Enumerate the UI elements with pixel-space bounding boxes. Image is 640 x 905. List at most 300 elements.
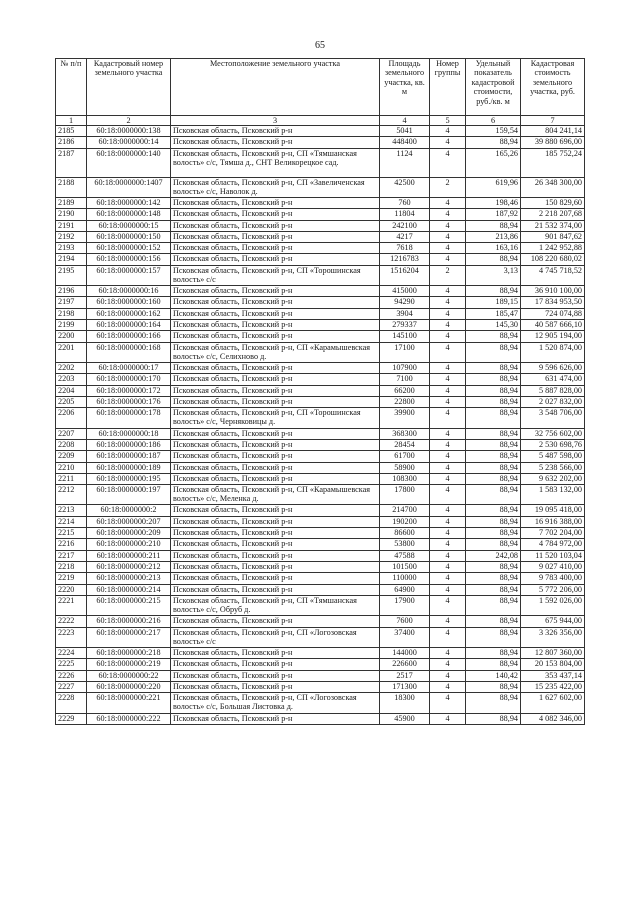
specific-value-rate: 88,94 (466, 220, 521, 231)
table-row (56, 516, 585, 527)
cadastral-value: 4 745 718,52 (521, 265, 585, 285)
land-location: Псковская область, Псковский р-н (171, 713, 380, 724)
table-row (56, 137, 585, 148)
land-area: 110000 (380, 573, 430, 584)
land-area: 64900 (380, 584, 430, 595)
group-number: 4 (430, 320, 466, 331)
cadastral-number: 60:18:0000000:170 (87, 374, 171, 385)
row-number: 2203 (56, 374, 87, 385)
group-number: 4 (430, 505, 466, 516)
land-area: 190200 (380, 516, 430, 527)
land-area: 58900 (380, 462, 430, 473)
land-area: 22800 (380, 396, 430, 407)
group-number: 4 (430, 616, 466, 627)
cadastral-value: 108 220 680,02 (521, 254, 585, 265)
land-area: 4217 (380, 231, 430, 242)
cadastral-number: 60:18:0000000:138 (87, 126, 171, 137)
table-row (56, 428, 585, 439)
specific-value-rate: 163,16 (466, 243, 521, 254)
land-area: 448400 (380, 137, 430, 148)
table-row (56, 584, 585, 595)
cadastral-value-table (55, 58, 585, 725)
row-number: 2210 (56, 462, 87, 473)
cadastral-value: 185 752,24 (521, 148, 585, 177)
land-location: Псковская область, Псковский р-н (171, 243, 380, 254)
cadastral-value: 15 235 422,00 (521, 681, 585, 692)
specific-value-rate: 88,94 (466, 659, 521, 670)
table-row (56, 297, 585, 308)
cadastral-value: 21 532 374,00 (521, 220, 585, 231)
row-number: 2197 (56, 297, 87, 308)
land-area: 45900 (380, 713, 430, 724)
table-row (56, 693, 585, 713)
row-number: 2221 (56, 595, 87, 615)
table-row (56, 550, 585, 561)
row-number: 2193 (56, 243, 87, 254)
column-index: 3 (171, 116, 380, 126)
land-area: 7100 (380, 374, 430, 385)
row-number: 2223 (56, 627, 87, 647)
specific-value-rate: 165,26 (466, 148, 521, 177)
specific-value-rate: 88,94 (466, 595, 521, 615)
column-index: 2 (87, 116, 171, 126)
column-index: 1 (56, 116, 87, 126)
specific-value-rate: 88,94 (466, 485, 521, 505)
land-location: Псковская область, Псковский р-н, СП «Логозовская волость» с/с (171, 627, 380, 647)
cadastral-number: 60:18:0000000:216 (87, 616, 171, 627)
specific-value-rate: 185,47 (466, 308, 521, 319)
specific-value-rate: 88,94 (466, 713, 521, 724)
group-number: 4 (430, 439, 466, 450)
column-header: Площадь земельного участка, кв. м (380, 59, 430, 116)
cadastral-value: 9 783 400,00 (521, 573, 585, 584)
cadastral-number: 60:18:0000000:212 (87, 561, 171, 572)
group-number: 4 (430, 396, 466, 407)
row-number: 2185 (56, 126, 87, 137)
group-number: 4 (430, 428, 466, 439)
cadastral-number: 60:18:0000000:209 (87, 528, 171, 539)
land-area: 279337 (380, 320, 430, 331)
land-location: Псковская область, Псковский р-н (171, 126, 380, 137)
row-number: 2228 (56, 693, 87, 713)
group-number: 4 (430, 693, 466, 713)
land-area: 53800 (380, 539, 430, 550)
cadastral-number: 60:18:0000000:168 (87, 342, 171, 362)
group-number: 4 (430, 126, 466, 137)
cadastral-number: 60:18:0000000:16 (87, 286, 171, 297)
table-row (56, 231, 585, 242)
row-number: 2214 (56, 516, 87, 527)
cadastral-number: 60:18:0000000:215 (87, 595, 171, 615)
land-area: 42500 (380, 177, 430, 197)
specific-value-rate: 619,96 (466, 177, 521, 197)
land-area: 368300 (380, 428, 430, 439)
group-number: 4 (430, 713, 466, 724)
specific-value-rate: 88,94 (466, 137, 521, 148)
group-number: 4 (430, 231, 466, 242)
cadastral-value: 724 074,88 (521, 308, 585, 319)
specific-value-rate: 88,94 (466, 627, 521, 647)
land-area: 226600 (380, 659, 430, 670)
land-location: Псковская область, Псковский р-н (171, 528, 380, 539)
row-number: 2192 (56, 231, 87, 242)
specific-value-rate: 88,94 (466, 428, 521, 439)
cadastral-value: 675 944,00 (521, 616, 585, 627)
land-area: 1516204 (380, 265, 430, 285)
land-area: 17800 (380, 485, 430, 505)
land-area: 101500 (380, 561, 430, 572)
table-row (56, 177, 585, 197)
row-number: 2213 (56, 505, 87, 516)
row-number: 2199 (56, 320, 87, 331)
table-row (56, 713, 585, 724)
cadastral-number: 60:18:0000000:210 (87, 539, 171, 550)
cadastral-number: 60:18:0000000:214 (87, 584, 171, 595)
row-number: 2195 (56, 265, 87, 285)
group-number: 2 (430, 177, 466, 197)
row-number: 2224 (56, 647, 87, 658)
land-location: Псковская область, Псковский р-н (171, 363, 380, 374)
land-location: Псковская область, Псковский р-н (171, 297, 380, 308)
row-number: 2217 (56, 550, 87, 561)
land-location: Псковская область, Псковский р-н (171, 439, 380, 450)
land-location: Псковская область, Псковский р-н (171, 616, 380, 627)
land-area: 94290 (380, 297, 430, 308)
cadastral-value: 9 027 410,00 (521, 561, 585, 572)
specific-value-rate: 88,94 (466, 451, 521, 462)
cadastral-value: 19 095 418,00 (521, 505, 585, 516)
specific-value-rate: 189,15 (466, 297, 521, 308)
group-number: 4 (430, 573, 466, 584)
land-location: Псковская область, Псковский р-н, СП «Торошинская волость» с/с (171, 265, 380, 285)
group-number: 4 (430, 539, 466, 550)
land-area: 107900 (380, 363, 430, 374)
land-area: 17100 (380, 342, 430, 362)
land-location: Псковская область, Псковский р-н (171, 428, 380, 439)
row-number: 2194 (56, 254, 87, 265)
land-location: Псковская область, Псковский р-н, СП «Карамышевская волость» с/с, Меленка д. (171, 485, 380, 505)
land-area: 108300 (380, 473, 430, 484)
table-row (56, 561, 585, 572)
land-area: 145100 (380, 331, 430, 342)
table-row (56, 209, 585, 220)
cadastral-value: 1 627 602,00 (521, 693, 585, 713)
specific-value-rate: 88,94 (466, 528, 521, 539)
land-location: Псковская область, Псковский р-н (171, 670, 380, 681)
column-header: Кадастровый номер земельного участка (87, 59, 171, 116)
row-number: 2219 (56, 573, 87, 584)
column-index-row (56, 116, 585, 126)
specific-value-rate: 88,94 (466, 584, 521, 595)
land-location: Псковская область, Псковский р-н (171, 209, 380, 220)
row-number: 2204 (56, 385, 87, 396)
land-location: Псковская область, Псковский р-н (171, 681, 380, 692)
cadastral-value: 2 530 698,76 (521, 439, 585, 450)
cadastral-value: 5 238 566,00 (521, 462, 585, 473)
table-row (56, 320, 585, 331)
cadastral-number: 60:18:0000000:157 (87, 265, 171, 285)
land-location: Псковская область, Псковский р-н (171, 505, 380, 516)
land-area: 1124 (380, 148, 430, 177)
row-number: 2207 (56, 428, 87, 439)
cadastral-number: 60:18:0000000:2 (87, 505, 171, 516)
cadastral-number: 60:18:0000000:221 (87, 693, 171, 713)
cadastral-number: 60:18:0000000:160 (87, 297, 171, 308)
table-row (56, 659, 585, 670)
specific-value-rate: 88,94 (466, 385, 521, 396)
cadastral-value: 20 153 804,00 (521, 659, 585, 670)
cadastral-value: 32 756 602,00 (521, 428, 585, 439)
table-row (56, 385, 585, 396)
table-row (56, 308, 585, 319)
specific-value-rate: 88,94 (466, 254, 521, 265)
land-area: 86600 (380, 528, 430, 539)
specific-value-rate: 145,30 (466, 320, 521, 331)
row-number: 2212 (56, 485, 87, 505)
cadastral-value: 9 596 626,00 (521, 363, 585, 374)
row-number: 2226 (56, 670, 87, 681)
land-location: Псковская область, Псковский р-н (171, 647, 380, 658)
row-number: 2190 (56, 209, 87, 220)
table-row (56, 439, 585, 450)
specific-value-rate: 88,94 (466, 396, 521, 407)
cadastral-number: 60:18:0000000:211 (87, 550, 171, 561)
specific-value-rate: 213,86 (466, 231, 521, 242)
specific-value-rate: 88,94 (466, 693, 521, 713)
cadastral-number: 60:18:0000000:176 (87, 396, 171, 407)
land-location: Псковская область, Псковский р-н (171, 254, 380, 265)
land-area: 18300 (380, 693, 430, 713)
table-row (56, 374, 585, 385)
group-number: 4 (430, 485, 466, 505)
table-row (56, 595, 585, 615)
land-location: Псковская область, Псковский р-н (171, 286, 380, 297)
group-number: 4 (430, 220, 466, 231)
specific-value-rate: 88,94 (466, 462, 521, 473)
specific-value-rate: 88,94 (466, 473, 521, 484)
cadastral-number: 60:18:0000000:18 (87, 428, 171, 439)
cadastral-number: 60:18:0000000:189 (87, 462, 171, 473)
cadastral-value: 2 027 832,00 (521, 396, 585, 407)
cadastral-number: 60:18:0000000:162 (87, 308, 171, 319)
land-area: 39900 (380, 408, 430, 428)
table-row (56, 148, 585, 177)
row-number: 2229 (56, 713, 87, 724)
land-area: 2517 (380, 670, 430, 681)
cadastral-number: 60:18:0000000:15 (87, 220, 171, 231)
row-number: 2220 (56, 584, 87, 595)
table-row (56, 408, 585, 428)
cadastral-value: 1 583 132,00 (521, 485, 585, 505)
land-area: 3904 (380, 308, 430, 319)
table-row (56, 243, 585, 254)
specific-value-rate: 88,94 (466, 439, 521, 450)
land-area: 28454 (380, 439, 430, 450)
group-number: 4 (430, 137, 466, 148)
cadastral-value: 39 880 696,00 (521, 137, 585, 148)
table-row (56, 462, 585, 473)
land-area: 171300 (380, 681, 430, 692)
specific-value-rate: 88,94 (466, 363, 521, 374)
specific-value-rate: 242,08 (466, 550, 521, 561)
cadastral-number: 60:18:0000000:178 (87, 408, 171, 428)
cadastral-number: 60:18:0000000:156 (87, 254, 171, 265)
row-number: 2209 (56, 451, 87, 462)
table-row (56, 265, 585, 285)
cadastral-value: 17 834 953,50 (521, 297, 585, 308)
specific-value-rate: 88,94 (466, 342, 521, 362)
table-row (56, 485, 585, 505)
land-area: 1216783 (380, 254, 430, 265)
group-number: 2 (430, 265, 466, 285)
land-location: Псковская область, Псковский р-н (171, 462, 380, 473)
column-index: 6 (466, 116, 521, 126)
land-location: Псковская область, Псковский р-н (171, 320, 380, 331)
land-area: 17900 (380, 595, 430, 615)
cadastral-value: 4 784 972,00 (521, 539, 585, 550)
specific-value-rate: 140,42 (466, 670, 521, 681)
land-area: 214700 (380, 505, 430, 516)
table-row (56, 254, 585, 265)
land-area: 144000 (380, 647, 430, 658)
group-number: 4 (430, 528, 466, 539)
group-number: 4 (430, 681, 466, 692)
cadastral-number: 60:18:0000000:148 (87, 209, 171, 220)
table-row (56, 363, 585, 374)
cadastral-value: 12 807 360,00 (521, 647, 585, 658)
row-number: 2188 (56, 177, 87, 197)
specific-value-rate: 88,94 (466, 505, 521, 516)
group-number: 4 (430, 308, 466, 319)
group-number: 4 (430, 243, 466, 254)
table-row (56, 573, 585, 584)
table-row (56, 126, 585, 137)
land-location: Псковская область, Псковский р-н, СП «Тямшанская волость» с/с, Тямша д., СНТ Великорецкое сад. (171, 148, 380, 177)
cadastral-value: 16 916 388,00 (521, 516, 585, 527)
column-header: Местоположение земельного участка (171, 59, 380, 116)
cadastral-value: 5 772 206,00 (521, 584, 585, 595)
land-location: Псковская область, Псковский р-н (171, 659, 380, 670)
cadastral-number: 60:18:0000000:219 (87, 659, 171, 670)
land-location: Псковская область, Псковский р-н (171, 220, 380, 231)
specific-value-rate: 88,94 (466, 573, 521, 584)
cadastral-value: 2 218 207,68 (521, 209, 585, 220)
land-area: 11804 (380, 209, 430, 220)
group-number: 4 (430, 451, 466, 462)
cadastral-value: 5 487 598,00 (521, 451, 585, 462)
cadastral-value: 804 241,14 (521, 126, 585, 137)
row-number: 2216 (56, 539, 87, 550)
table-row (56, 539, 585, 550)
table-body (56, 126, 585, 725)
cadastral-number: 60:18:0000000:220 (87, 681, 171, 692)
cadastral-number: 60:18:0000000:14 (87, 137, 171, 148)
cadastral-value: 901 847,62 (521, 231, 585, 242)
table-row (56, 342, 585, 362)
cadastral-value: 11 520 103,04 (521, 550, 585, 561)
column-header: Удельный показатель кадастровой стоимости, руб./кв. м (466, 59, 521, 116)
row-number: 2189 (56, 197, 87, 208)
table-row (56, 616, 585, 627)
land-location: Псковская область, Псковский р-н (171, 573, 380, 584)
land-area: 47588 (380, 550, 430, 561)
cadastral-value: 36 910 100,00 (521, 286, 585, 297)
table-header-row (56, 59, 585, 116)
column-header: № п/п (56, 59, 87, 116)
cadastral-value: 5 887 828,00 (521, 385, 585, 396)
cadastral-number: 60:18:0000000:166 (87, 331, 171, 342)
cadastral-value: 26 348 300,00 (521, 177, 585, 197)
cadastral-number: 60:18:0000000:150 (87, 231, 171, 242)
cadastral-value: 631 474,00 (521, 374, 585, 385)
cadastral-value: 1 520 874,00 (521, 342, 585, 362)
group-number: 4 (430, 342, 466, 362)
table-row (56, 197, 585, 208)
group-number: 4 (430, 561, 466, 572)
row-number: 2187 (56, 148, 87, 177)
land-location: Псковская область, Псковский р-н (171, 231, 380, 242)
group-number: 4 (430, 286, 466, 297)
cadastral-number: 60:18:0000000:140 (87, 148, 171, 177)
group-number: 4 (430, 550, 466, 561)
column-header: Номер группы (430, 59, 466, 116)
land-location: Псковская область, Псковский р-н (171, 374, 380, 385)
row-number: 2205 (56, 396, 87, 407)
row-number: 2198 (56, 308, 87, 319)
land-location: Псковская область, Псковский р-н (171, 396, 380, 407)
land-location: Псковская область, Псковский р-н, СП «Тямшанская волость» с/с, Обруб д. (171, 595, 380, 615)
cadastral-number: 60:18:0000000:217 (87, 627, 171, 647)
column-index: 5 (430, 116, 466, 126)
specific-value-rate: 198,46 (466, 197, 521, 208)
land-area: 760 (380, 197, 430, 208)
page-number: 65 (315, 40, 325, 51)
group-number: 4 (430, 584, 466, 595)
specific-value-rate: 88,94 (466, 647, 521, 658)
row-number: 2208 (56, 439, 87, 450)
group-number: 4 (430, 659, 466, 670)
table-row (56, 331, 585, 342)
group-number: 4 (430, 297, 466, 308)
cadastral-value: 7 702 204,00 (521, 528, 585, 539)
cadastral-value: 3 548 706,00 (521, 408, 585, 428)
land-location: Псковская область, Псковский р-н, СП «Завеличенская волость» с/с, Наволок д. (171, 177, 380, 197)
table-row (56, 286, 585, 297)
group-number: 4 (430, 595, 466, 615)
row-number: 2211 (56, 473, 87, 484)
land-location: Псковская область, Псковский р-н, СП «Карамышевская волость» с/с, Селихново д. (171, 342, 380, 362)
column-index: 7 (521, 116, 585, 126)
specific-value-rate: 88,94 (466, 616, 521, 627)
land-area: 66200 (380, 385, 430, 396)
cadastral-number: 60:18:0000000:1407 (87, 177, 171, 197)
group-number: 4 (430, 254, 466, 265)
land-location: Псковская область, Псковский р-н (171, 539, 380, 550)
group-number: 4 (430, 408, 466, 428)
land-location: Псковская область, Псковский р-н (171, 385, 380, 396)
specific-value-rate: 159,54 (466, 126, 521, 137)
land-area: 415000 (380, 286, 430, 297)
specific-value-rate: 88,94 (466, 286, 521, 297)
group-number: 4 (430, 363, 466, 374)
land-location: Псковская область, Псковский р-н (171, 331, 380, 342)
specific-value-rate: 88,94 (466, 331, 521, 342)
specific-value-rate: 3,13 (466, 265, 521, 285)
group-number: 4 (430, 627, 466, 647)
table-row (56, 647, 585, 658)
land-area: 5041 (380, 126, 430, 137)
land-location: Псковская область, Псковский р-н (171, 561, 380, 572)
